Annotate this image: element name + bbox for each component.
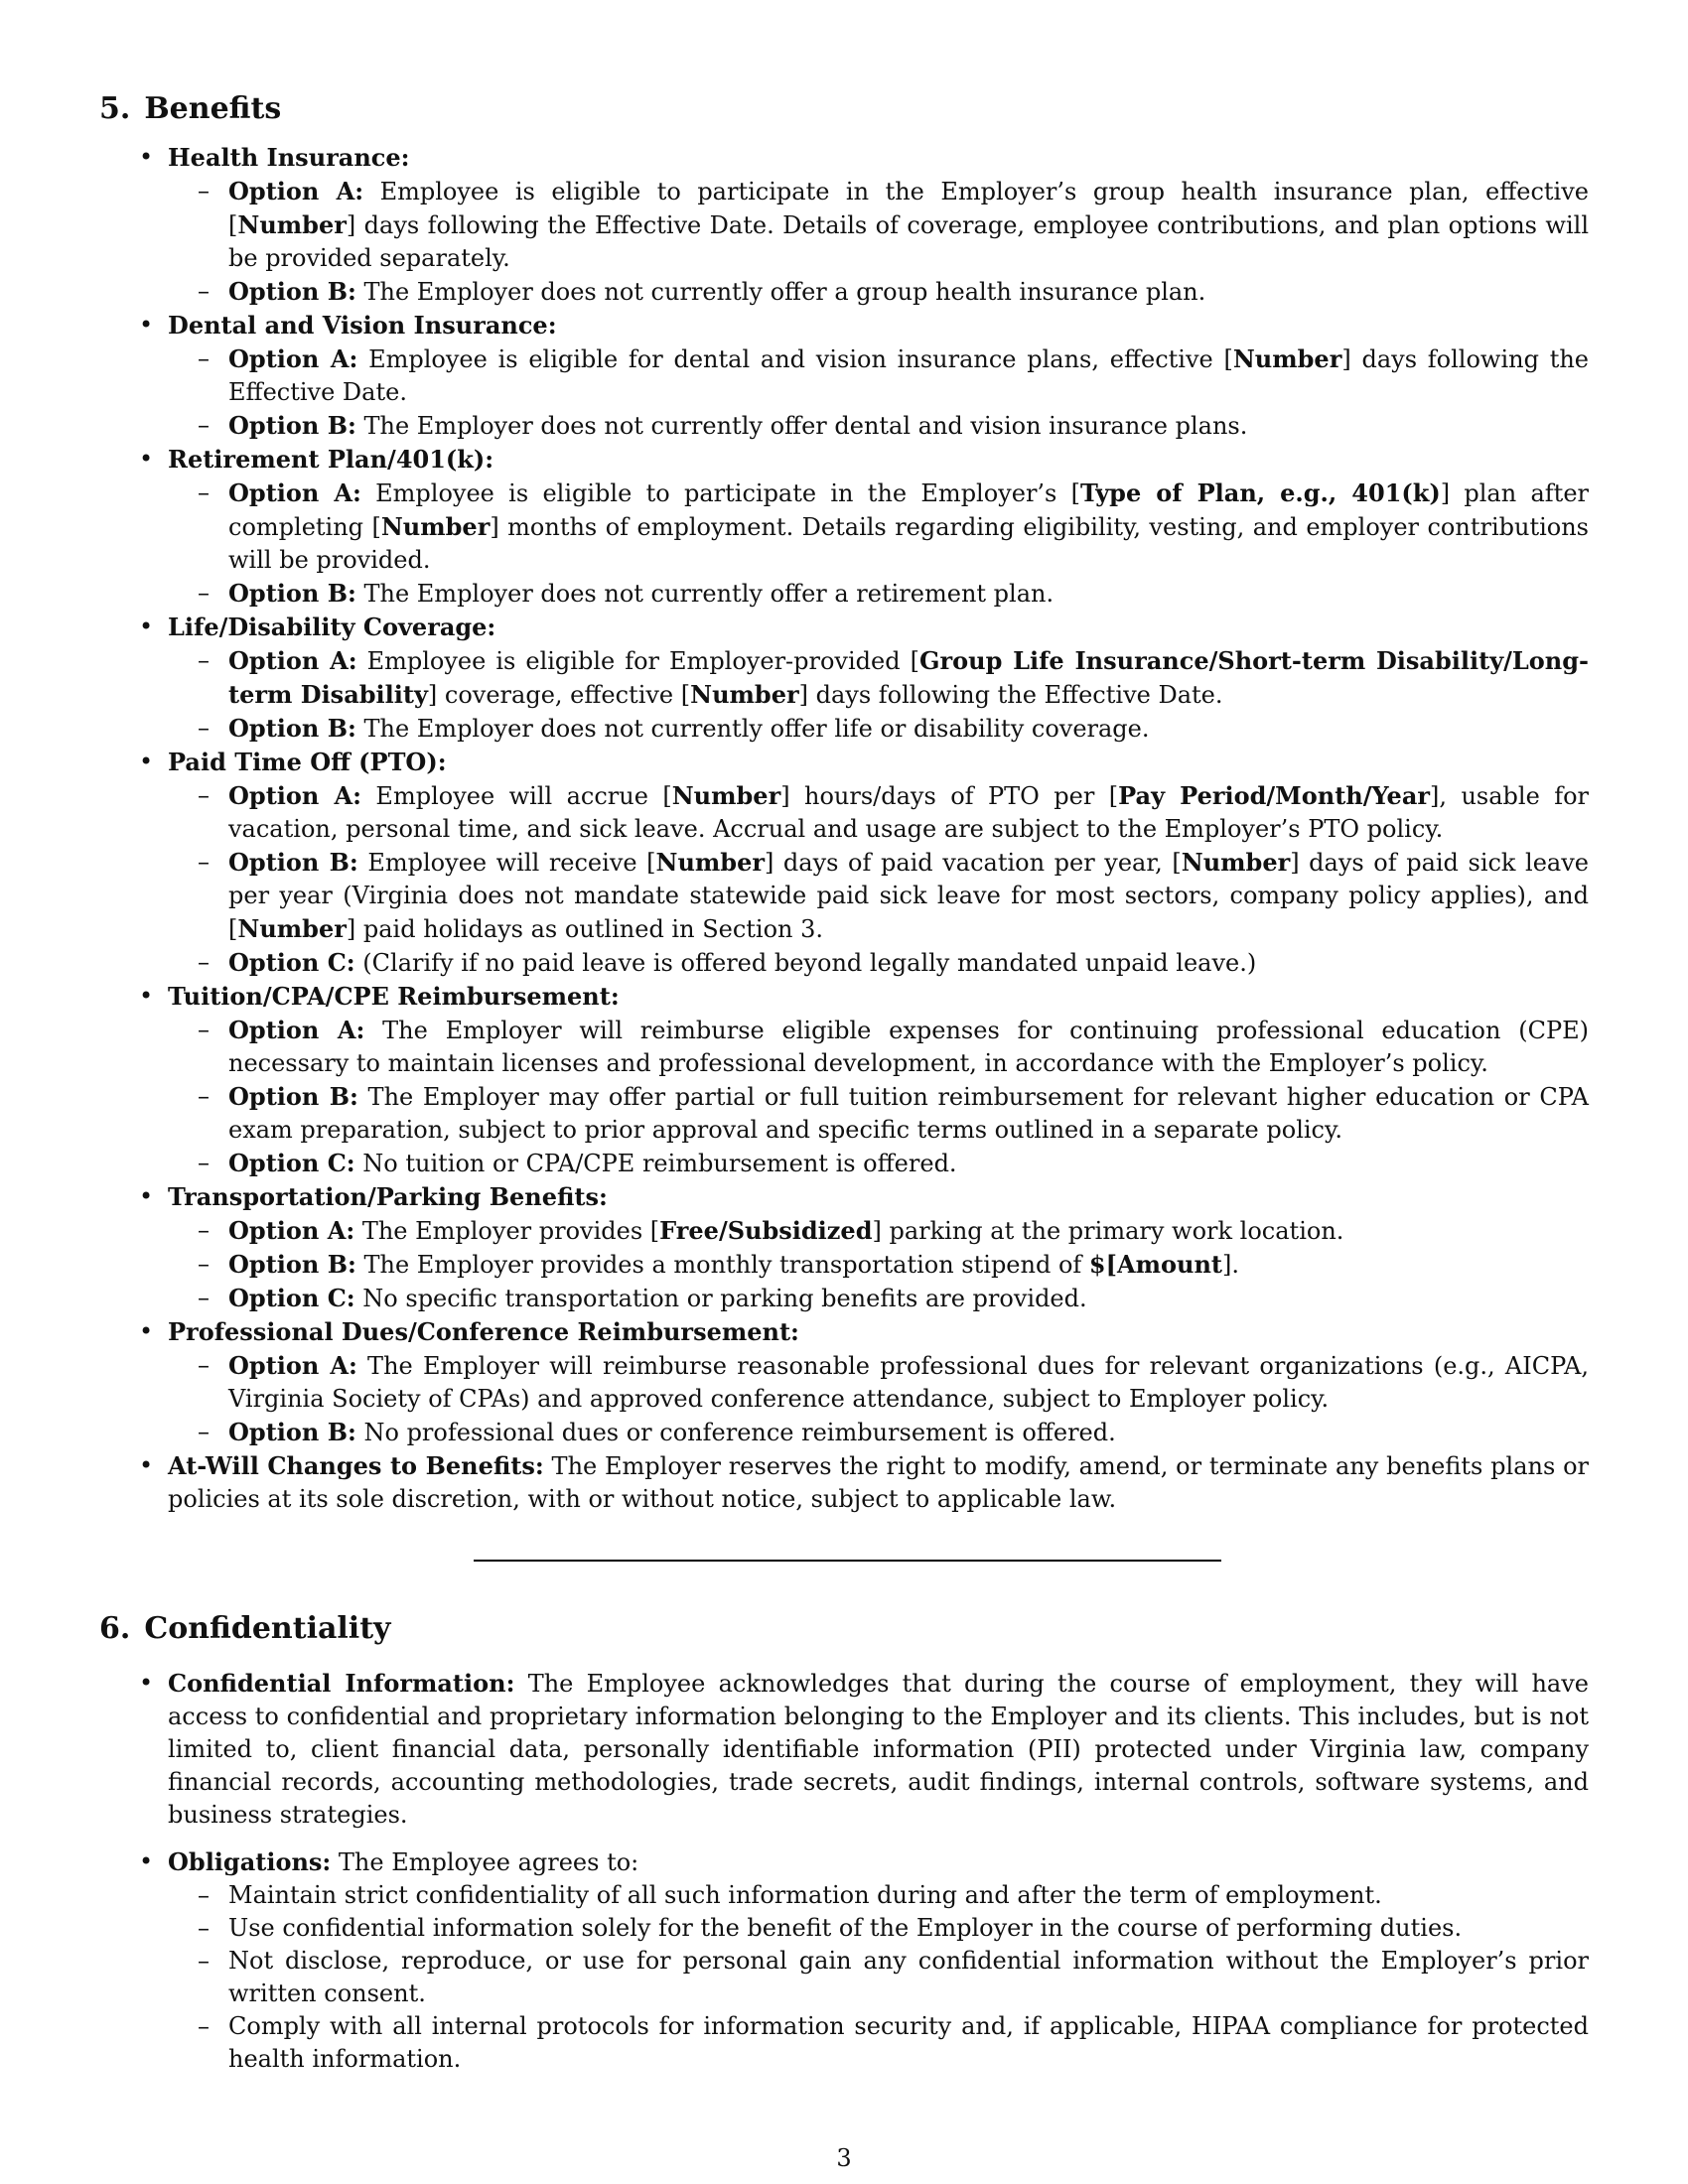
item-heading: Health Insurance:: [168, 143, 410, 172]
option-text: ] plan after completing [: [228, 479, 1590, 541]
option-a: [168, 1014, 1589, 1080]
option-text: Employee is eligible for Employer-provided [: [356, 647, 919, 675]
item-text: The Employer reserves the right to modify, amend, or terminate any benefits plans or policies at its sole discretion, with or without notice, subject to applicable law.: [168, 1452, 1589, 1513]
option-label: Option A:: [228, 478, 361, 507]
benefits-list: [99, 141, 1589, 1516]
option-b: [168, 577, 1589, 611]
option-text: Employee is eligible to participate in the Employer’s [: [360, 479, 1081, 507]
option-label: Option B:: [228, 579, 356, 608]
option-label: Option A:: [228, 1016, 365, 1044]
item-text: The Employee acknowledges that during the course of employment, they will have access to confidential and proprietary information belonging to the Employer and its clients. This includes, but is not limited to, client financial data, personally identifiable information (PII) protected under Virginia law, company financial records, accounting methodologies, trade secrets, audit findings, internal controls, software systems, and business strategies.: [168, 1670, 1590, 1829]
option-text: The Employer does not currently offer life or disability coverage.: [355, 715, 1150, 743]
option-label: Option A:: [228, 781, 361, 810]
option-text: Employee will accrue [: [361, 782, 672, 810]
option-text: ] months of employment. Details regarding eligibility, vesting, and employer contributions will be provided.: [228, 513, 1589, 574]
option-text: ] days of paid vacation per year, [: [765, 849, 1182, 877]
option-text: ].: [1221, 1251, 1239, 1279]
section-heading-confidentiality: [99, 1611, 1589, 1647]
list-item-dues: [99, 1315, 1589, 1449]
option-label: Option B:: [228, 1418, 356, 1446]
list-item-atwill: [99, 1449, 1589, 1516]
option-text: Employee is eligible to participate in the Employer’s group health insurance plan, effective [: [228, 178, 1589, 239]
obligation-item: – Maintain strict confidentiality of all such information during and after the term of employment.: [168, 1879, 1589, 1912]
option-text: ] paid holidays as outlined in Section 3.: [346, 915, 824, 943]
placeholder-bold: Group Life Insurance/Short-term Disability/Long-term Disability: [228, 646, 1589, 709]
option-text: ] coverage, effective [: [427, 681, 691, 709]
option-label: Option B:: [228, 411, 356, 440]
option-label: Option A:: [228, 177, 364, 205]
option-label: Option B:: [228, 277, 356, 306]
placeholder-bold: Number: [237, 914, 347, 943]
option-a: [168, 342, 1589, 409]
option-text: No professional dues or conference reimbursement is offered.: [355, 1419, 1116, 1446]
sub-list: [168, 779, 1589, 980]
option-text: The Employer will reimburse eligible expenses for continuing professional education (CPE) necessary to maintain licenses and professional development, in accordance with the Employer’s policy.: [228, 1017, 1589, 1077]
item-heading: Life/Disability Coverage:: [168, 613, 496, 641]
option-label: Option B:: [228, 714, 356, 743]
section-title: Benefits: [144, 91, 282, 126]
option-text: The Employer may offer partial or full tuition reimbursement for relevant higher education or CPA exam preparation, subject to prior approval and specific terms outlined in a separate policy.: [228, 1083, 1589, 1144]
sub-list: [168, 644, 1589, 746]
option-b: [168, 275, 1589, 309]
option-label: Option A:: [228, 344, 358, 373]
sub-list: [168, 175, 1589, 309]
item-heading: Tuition/CPA/CPE Reimbursement:: [168, 982, 620, 1011]
list-item-health: [99, 141, 1589, 309]
item-heading: Retirement Plan/401(k):: [168, 445, 494, 474]
placeholder-bold: $[Amount: [1088, 1250, 1222, 1279]
option-label: Option B:: [228, 1250, 356, 1279]
list-item-confidential-info: [99, 1667, 1589, 1832]
sub-list: [168, 1214, 1589, 1315]
option-a: [168, 644, 1589, 712]
section-title: Confidentiality: [144, 1611, 391, 1646]
placeholder-bold: Number: [671, 781, 781, 810]
placeholder-bold: Number: [690, 680, 799, 709]
placeholder-bold: Number: [1232, 344, 1342, 373]
document-page: [99, 91, 1589, 2076]
obligations-sub-list: [168, 1879, 1589, 2076]
option-text: No specific transportation or parking benefits are provided.: [354, 1285, 1087, 1312]
item-heading: Professional Dues/Conference Reimbursement:: [168, 1317, 799, 1346]
item-heading: Obligations:: [168, 1847, 332, 1876]
option-b: [168, 1248, 1589, 1282]
option-text: ], usable for vacation, personal time, and sick leave. Accrual and usage are subject to the Employer’s PTO policy.: [228, 782, 1590, 843]
option-text: The Employer does not currently offer dental and vision insurance plans.: [355, 412, 1248, 440]
page-number: 3: [836, 2144, 852, 2172]
option-c: [168, 946, 1589, 980]
option-a: [168, 1349, 1589, 1416]
section-divider: [474, 1560, 1221, 1562]
placeholder-bold: Free/Subsidized: [659, 1216, 873, 1245]
option-label: Option C:: [228, 1284, 355, 1312]
list-item-life: [99, 611, 1589, 746]
option-text: No tuition or CPA/CPE reimbursement is offered.: [354, 1150, 957, 1177]
option-text: The Employer does not currently offer a group health insurance plan.: [355, 278, 1206, 306]
placeholder-bold: Number: [237, 210, 347, 239]
option-b: [168, 712, 1589, 746]
placeholder-bold: Type of Plan, e.g., 401(k): [1080, 478, 1441, 507]
option-text: ] days of paid sick leave per year (Virginia does not mandate statewide paid sick leave for most sectors, company policy applies), and [: [228, 849, 1589, 943]
placeholder-bold: Number: [380, 512, 491, 541]
item-heading: At-Will Changes to Benefits:: [168, 1451, 544, 1480]
option-label: Option C:: [228, 948, 355, 977]
option-text: The Employer will reimburse reasonable professional dues for relevant organizations (e.g., AICPA, Virginia Society of CPAs) and approved conference attendance, subject to Employer policy.: [228, 1352, 1590, 1413]
option-text: ] days following the Effective Date. Details of coverage, employee contributions, and plan options will be provided separately.: [228, 211, 1589, 272]
option-label: Option B:: [228, 848, 358, 877]
option-a: [168, 1214, 1589, 1248]
placeholder-bold: Number: [655, 848, 765, 877]
list-item-tuition: [99, 980, 1589, 1180]
option-a: [168, 779, 1589, 846]
option-b: [168, 1416, 1589, 1449]
placeholder-bold: Pay Period/Month/Year: [1118, 781, 1431, 810]
option-text: The Employer provides [: [354, 1217, 660, 1245]
option-label: Option B:: [228, 1082, 358, 1111]
option-c: [168, 1147, 1589, 1180]
item-text: The Employee agrees to:: [331, 1848, 639, 1876]
option-c: [168, 1282, 1589, 1315]
option-text: Employee is eligible for dental and vision insurance plans, effective [: [357, 345, 1233, 373]
option-text: Employee will receive [: [357, 849, 656, 877]
option-text: ] hours/days of PTO per [: [780, 782, 1119, 810]
option-text: (Clarify if no paid leave is offered beyond legally mandated unpaid leave.): [354, 949, 1257, 977]
list-item-dental: [99, 309, 1589, 443]
item-heading: Transportation/Parking Benefits:: [168, 1182, 608, 1211]
obligation-item: – Use confidential information solely for the benefit of the Employer in the course of performing duties.: [168, 1912, 1589, 1945]
obligation-item: – Not disclose, reproduce, or use for personal gain any confidential information without the Employer’s prior written consent.: [168, 1945, 1589, 2010]
item-heading: Confidential Information:: [168, 1669, 515, 1698]
option-label: Option C:: [228, 1149, 355, 1177]
sub-list: [168, 342, 1589, 443]
option-text: The Employer does not currently offer a retirement plan.: [355, 580, 1055, 608]
sub-list: [168, 477, 1589, 611]
option-text: ] days following the Effective Date.: [228, 345, 1590, 406]
option-text: The Employer provides a monthly transportation stipend of: [355, 1251, 1089, 1279]
option-label: Option A:: [228, 1351, 357, 1380]
list-item-retirement: [99, 443, 1589, 611]
list-item-pto: [99, 746, 1589, 980]
option-text: ] days following the Effective Date.: [798, 681, 1223, 709]
obligation-item: – Comply with all internal protocols for information security and, if applicable, HIPAA compliance for protected health information.: [168, 2010, 1589, 2076]
option-b: [168, 1080, 1589, 1147]
list-item-transport: [99, 1180, 1589, 1315]
section-heading-benefits: [99, 91, 1589, 127]
item-heading: Dental and Vision Insurance:: [168, 311, 557, 340]
option-b: [168, 846, 1589, 946]
confidentiality-list: [99, 1667, 1589, 2076]
section-number: 5.: [99, 91, 131, 126]
option-b: [168, 409, 1589, 443]
option-label: Option A:: [228, 646, 357, 675]
sub-list: [168, 1014, 1589, 1180]
option-text: ] parking at the primary work location.: [872, 1217, 1344, 1245]
option-label: Option A:: [228, 1216, 355, 1245]
list-item-obligations: [99, 1845, 1589, 2076]
section-number: 6.: [99, 1611, 131, 1646]
option-a: [168, 477, 1589, 577]
option-a: [168, 175, 1589, 275]
item-heading: Paid Time Off (PTO):: [168, 748, 447, 776]
placeholder-bold: Number: [1181, 848, 1291, 877]
sub-list: [168, 1349, 1589, 1449]
